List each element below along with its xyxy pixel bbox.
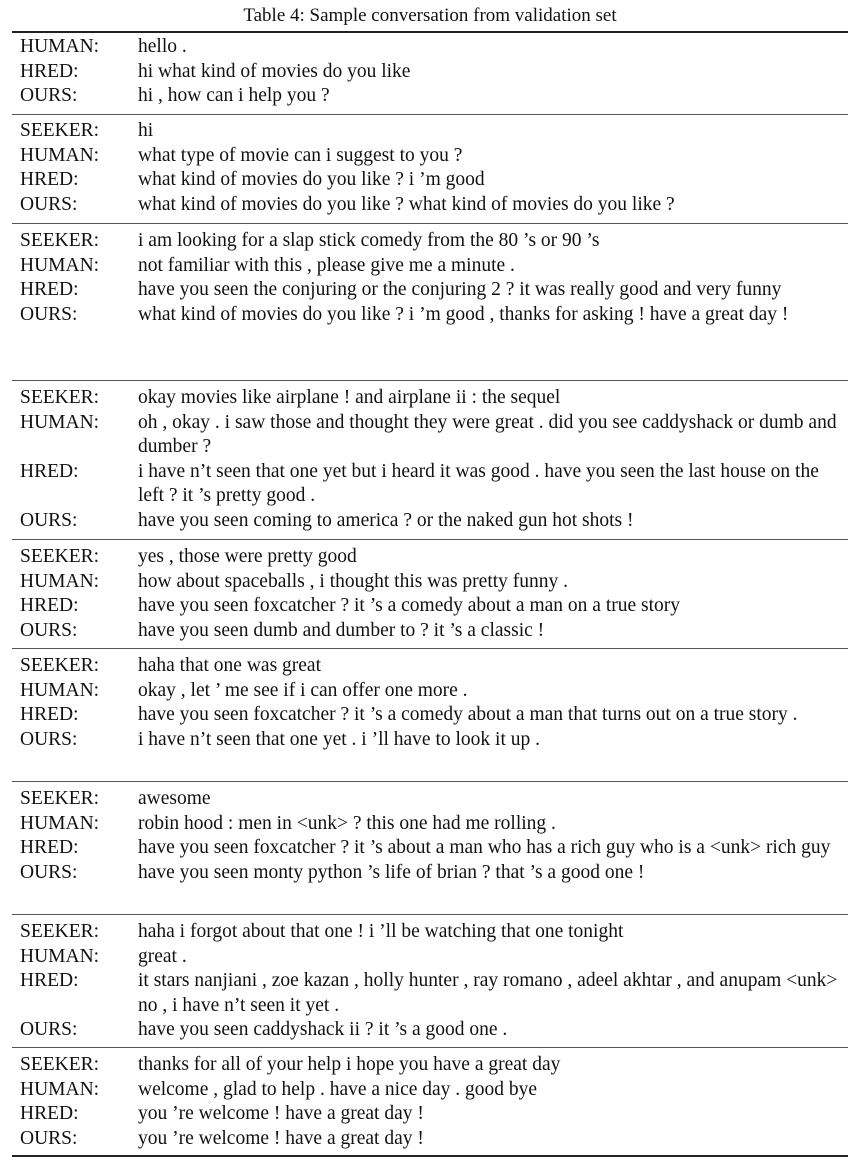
group-divider xyxy=(12,539,848,540)
utterance-text: yes , those were pretty good xyxy=(138,546,357,567)
conversation-group xyxy=(12,1053,848,1151)
speaker-label: HRED: xyxy=(20,595,79,616)
speaker-label: OURS: xyxy=(20,619,78,641)
turn-row xyxy=(12,411,848,460)
utterance-text: i am looking for a slap stick comedy from the 80 ’s or 90 ’s xyxy=(138,230,600,251)
utterance-text: hello . xyxy=(138,36,187,57)
speaker-label: OURS: xyxy=(20,1127,78,1149)
turn-row xyxy=(12,119,848,144)
turn-row xyxy=(12,303,848,328)
speaker-label: HUMAN: xyxy=(20,812,100,834)
turn-row xyxy=(12,229,848,254)
utterance-text: what kind of movies do you like ? i ’m good , thanks for asking ! have a great day ! xyxy=(138,303,789,325)
turn-row xyxy=(12,84,848,109)
utterance-text: have you seen foxcatcher ? it ’s a comedy about a man that turns out on a true story . xyxy=(138,704,798,725)
speaker-label: HRED: xyxy=(20,837,79,858)
turn-row xyxy=(12,945,848,970)
bottom-rule xyxy=(12,1155,848,1157)
turn-row xyxy=(12,386,848,411)
speaker-label: OURS: xyxy=(20,509,78,531)
turn-row xyxy=(12,594,848,619)
utterance-text: oh , okay . i saw those and thought they were great . did you see caddyshack or dumb and dumber ? xyxy=(138,411,837,457)
utterance-text: have you seen foxcatcher ? it ’s a comedy about a man on a true story xyxy=(138,595,681,616)
turn-row xyxy=(12,861,848,886)
group-divider xyxy=(12,781,848,782)
utterance-text: hi , how can i help you ? xyxy=(138,85,330,106)
group-divider xyxy=(12,648,848,649)
table-caption: Table 4: Sample conversation from validation set xyxy=(243,5,617,26)
turn-row xyxy=(12,654,848,679)
speaker-label: SEEKER: xyxy=(20,921,100,942)
speaker-label: HRED: xyxy=(20,704,79,725)
turn-row xyxy=(12,679,848,704)
utterance-text: hi what kind of movies do you like xyxy=(138,60,411,82)
speaker-label: HRED: xyxy=(20,1103,79,1124)
turn-row xyxy=(12,1102,848,1127)
speaker-label: HRED: xyxy=(20,169,79,190)
utterance-text: what kind of movies do you like ? what kind of movies do you like ? xyxy=(138,193,675,215)
turn-row xyxy=(12,1053,848,1078)
utterance-text: have you seen dumb and dumber to ? it ’s a classic ! xyxy=(138,619,545,641)
utterance-text: welcome , glad to help . have a nice day . good bye xyxy=(138,1078,538,1100)
utterance-text: it stars nanjiani , zoe kazan , holly hunter , ray romano , adeel akhtar , and anupam <unk> no , i have n’t seen it yet . xyxy=(138,970,838,1016)
utterance-text: you ’re welcome ! have a great day ! xyxy=(138,1127,424,1149)
conversation-group xyxy=(12,386,848,533)
group-divider xyxy=(12,114,848,115)
turn-row xyxy=(12,836,848,861)
utterance-text: i have n’t seen that one yet . i ’ll have to look it up . xyxy=(138,728,541,750)
utterance-text: i have n’t seen that one yet but i heard it was good . have you seen the last house on the left ? it ’s pretty good . xyxy=(138,460,819,506)
group-divider xyxy=(12,914,848,915)
speaker-label: HUMAN: xyxy=(20,411,100,433)
speaker-label: HUMAN: xyxy=(20,679,100,701)
speaker-label: SEEKER: xyxy=(20,546,100,567)
top-rule xyxy=(12,31,848,33)
utterance-text: haha that one was great xyxy=(138,655,322,676)
conversation-group xyxy=(12,229,848,327)
conversation-group xyxy=(12,119,848,217)
utterance-text: have you seen coming to america ? or the naked gun hot shots ! xyxy=(138,509,634,531)
speaker-label: SEEKER: xyxy=(20,230,100,251)
speaker-label: OURS: xyxy=(20,861,78,883)
turn-row xyxy=(12,35,848,60)
utterance-text: have you seen the conjuring or the conjuring 2 ? it was really good and very funny xyxy=(138,279,782,300)
turn-row xyxy=(12,193,848,218)
utterance-text: have you seen foxcatcher ? it ’s about a man who has a rich guy who is a <unk> rich guy xyxy=(138,837,831,858)
turn-row xyxy=(12,254,848,279)
turn-row xyxy=(12,278,848,303)
conversation-group xyxy=(12,35,848,109)
turn-row xyxy=(12,703,848,728)
speaker-label: OURS: xyxy=(20,1019,78,1040)
utterance-text: not familiar with this , please give me a minute . xyxy=(138,254,515,276)
speaker-label: SEEKER: xyxy=(20,387,100,408)
speaker-label: HUMAN: xyxy=(20,254,100,276)
turn-row xyxy=(12,144,848,169)
speaker-label: OURS: xyxy=(20,303,78,325)
turn-row xyxy=(12,787,848,812)
turn-row xyxy=(12,812,848,837)
group-divider xyxy=(12,223,848,224)
speaker-label: HUMAN: xyxy=(20,945,100,967)
conversation-group xyxy=(12,654,848,752)
utterance-text: how about spaceballs , i thought this was pretty funny . xyxy=(138,570,569,592)
utterance-text: great . xyxy=(138,945,187,967)
turn-row xyxy=(12,545,848,570)
turn-row xyxy=(12,619,848,644)
utterance-text: awesome xyxy=(138,788,211,809)
turn-row xyxy=(12,1127,848,1152)
utterance-text: what kind of movies do you like ? i ’m good xyxy=(138,169,485,190)
speaker-label: HUMAN: xyxy=(20,570,100,592)
utterance-text: okay movies like airplane ! and airplane ii : the sequel xyxy=(138,387,561,408)
turn-row xyxy=(12,570,848,595)
utterance-text: what type of movie can i suggest to you ? xyxy=(138,144,463,166)
group-divider xyxy=(12,1047,848,1048)
speaker-label: OURS: xyxy=(20,85,78,106)
utterance-text: you ’re welcome ! have a great day ! xyxy=(138,1103,424,1124)
utterance-text: hi xyxy=(138,120,154,141)
conversation-group xyxy=(12,787,848,885)
utterance-text: have you seen caddyshack ii ? it ’s a good one . xyxy=(138,1019,508,1040)
turn-row xyxy=(12,728,848,753)
speaker-label: SEEKER: xyxy=(20,655,100,676)
turn-row xyxy=(12,920,848,945)
speaker-label: HRED: xyxy=(20,460,79,482)
speaker-label: HUMAN: xyxy=(20,144,100,166)
speaker-label: HUMAN: xyxy=(20,1078,100,1100)
utterance-text: okay , let ’ me see if i can offer one more . xyxy=(138,679,468,701)
utterance-text: thanks for all of your help i hope you have a great day xyxy=(138,1054,561,1075)
group-divider xyxy=(12,380,848,381)
speaker-label: SEEKER: xyxy=(20,1054,100,1075)
conversation-group xyxy=(12,920,848,1043)
speaker-label: SEEKER: xyxy=(20,120,100,141)
speaker-label: HRED: xyxy=(20,60,79,82)
speaker-label: HRED: xyxy=(20,970,79,991)
utterance-text: have you seen monty python ’s life of brian ? that ’s a good one ! xyxy=(138,861,645,883)
speaker-label: OURS: xyxy=(20,728,78,750)
speaker-label: HRED: xyxy=(20,279,79,300)
turn-row xyxy=(12,60,848,85)
speaker-label: OURS: xyxy=(20,193,78,215)
speaker-label: HUMAN: xyxy=(20,36,100,57)
turn-row xyxy=(12,969,848,1018)
turn-row xyxy=(12,168,848,193)
turn-row xyxy=(12,509,848,534)
utterance-text: haha i forgot about that one ! i ’ll be watching that one tonight xyxy=(138,921,624,942)
turn-row xyxy=(12,1018,848,1043)
speaker-label: SEEKER: xyxy=(20,788,100,809)
conversation-group xyxy=(12,545,848,643)
utterance-text: robin hood : men in <unk> ? this one had me rolling . xyxy=(138,812,556,834)
turn-row xyxy=(12,1078,848,1103)
turn-row xyxy=(12,460,848,509)
